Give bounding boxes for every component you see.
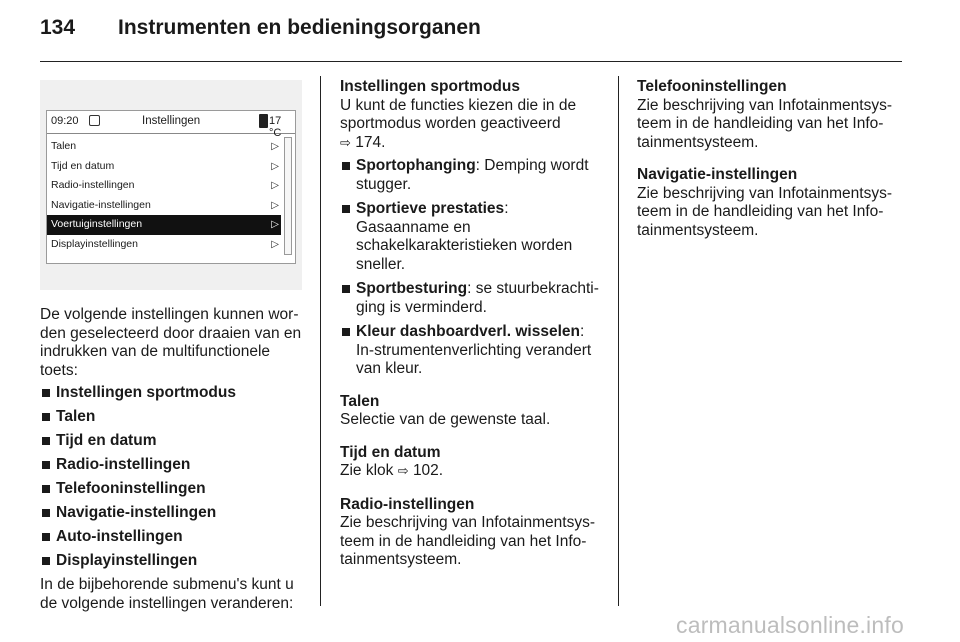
- section-text: Zie beschrijving van Infotainmentsys-teem in de handleiding van het Info-tainmentsysteem.: [340, 514, 596, 568]
- section-tijd-en-datum: [340, 444, 604, 482]
- chevron-right-icon: ▷: [271, 180, 279, 191]
- list-item: Tijd en datum: [40, 432, 302, 451]
- chevron-right-icon: ▷: [271, 141, 279, 152]
- info-icon: [89, 115, 100, 126]
- settings-list: [40, 384, 302, 571]
- section-text: Zie klok ⇨ 102.: [340, 462, 444, 479]
- section-heading: Telefooninstellingen: [637, 78, 787, 95]
- intro-text: De volgende instellingen kunnen wor-den geselecteerd door draaien van en indrukken van de multifunctionele toets:: [40, 306, 302, 379]
- menu-item-talen[interactable]: Talen ▷: [47, 137, 281, 157]
- page-number: 134: [40, 16, 76, 39]
- section-heading: Tijd en datum: [340, 443, 441, 461]
- section-navigatie-instellingen: [637, 166, 903, 240]
- column-1: [40, 306, 302, 613]
- phone-battery-icon: [259, 114, 268, 128]
- list-item: Displayinstellingen: [40, 552, 302, 571]
- section-text: U kunt de functies kiezen die in de sportmodus worden geactiveerd ⇨ 174.: [340, 96, 577, 151]
- column-divider: [320, 76, 321, 606]
- header-divider: [40, 61, 902, 62]
- column-divider: [618, 76, 619, 606]
- chevron-right-icon: ▷: [271, 199, 279, 211]
- menu-item-radio-instellingen[interactable]: Radio-instellingen ▷: [47, 176, 281, 196]
- menu-item-voertuiginstellingen[interactable]: Voertuiginstellingen ▷: [47, 215, 281, 235]
- list-item: Telefooninstellingen: [40, 480, 302, 499]
- list-item: Auto-instellingen: [40, 528, 302, 547]
- page-title: Instrumenten en bedieningsorganen: [118, 16, 481, 39]
- section-text: Selectie van de gewenste taal.: [340, 411, 551, 428]
- chevron-right-icon: ▷: [271, 160, 279, 172]
- column-3: [637, 78, 903, 254]
- list-item: Kleur dashboardverl. wisselen: In-strumentenverlichting verandert van kleur.: [340, 323, 604, 379]
- screen-title: Instellingen: [142, 115, 201, 127]
- menu-item-displayinstellingen[interactable]: Displayinstellingen ▷: [47, 235, 281, 255]
- page-reference[interactable]: 174.: [355, 133, 386, 151]
- list-item: Instellingen sportmodus: [40, 384, 302, 403]
- menu-item-navigatie-instellingen[interactable]: Navigatie-instellingen ▷: [47, 196, 281, 216]
- section-text: Zie beschrijving van Infotainmentsys-teem in de handleiding van het Info-tainmentsysteem.: [637, 184, 893, 239]
- list-item: Sportophanging: Demping wordt stugger.: [340, 157, 604, 194]
- reference-arrow-icon: ⇨: [397, 464, 409, 479]
- list-item: Navigatie-instellingen: [40, 504, 302, 523]
- section-heading: Talen: [340, 392, 380, 410]
- page-reference[interactable]: 102.: [412, 462, 444, 479]
- list-item: Sportbesturing: se stuurbekrachti-ging is verminderd.: [340, 280, 604, 317]
- settings-screen-figure: [40, 80, 302, 290]
- section-radio-instellingen: [340, 496, 604, 570]
- section-sportmodus: [340, 78, 604, 379]
- section-telefooninstellingen: [637, 78, 903, 152]
- sport-options-list: [340, 157, 604, 379]
- section-heading: Instellingen sportmodus: [340, 78, 520, 95]
- list-item: Radio-instellingen: [40, 456, 302, 475]
- list-item: Sportieve prestaties: Gasaanname en schakelkarakteristieken worden sneller.: [340, 200, 604, 274]
- outro-text: In de bijbehorende submenu's kunt u de volgende instellingen veranderen:: [40, 576, 294, 612]
- status-bar: [47, 111, 295, 139]
- clock-text: 09:20: [51, 115, 79, 127]
- section-text: Zie beschrijving van Infotainmentsys-teem in de handleiding van het Info-tainmentsysteem.: [637, 96, 893, 151]
- temperature-text: 17 °C: [269, 115, 282, 139]
- chevron-right-icon: ▷: [271, 238, 279, 250]
- watermark: carmanualsonline.info: [676, 612, 904, 638]
- menu-scrollbar[interactable]: [284, 137, 292, 255]
- section-heading: Radio-instellingen: [340, 495, 475, 513]
- section-talen: [340, 393, 604, 430]
- page-header: [40, 16, 902, 48]
- list-item: Talen: [40, 408, 302, 427]
- menu-item-tijd-en-datum[interactable]: Tijd en datum ▷: [47, 157, 281, 177]
- chevron-right-icon: ▷: [271, 219, 279, 230]
- section-heading: Navigatie-instellingen: [637, 166, 798, 183]
- settings-menu: [47, 137, 281, 254]
- reference-arrow-icon: ⇨: [340, 135, 351, 151]
- display-screen: [46, 110, 296, 264]
- column-2: [340, 78, 604, 584]
